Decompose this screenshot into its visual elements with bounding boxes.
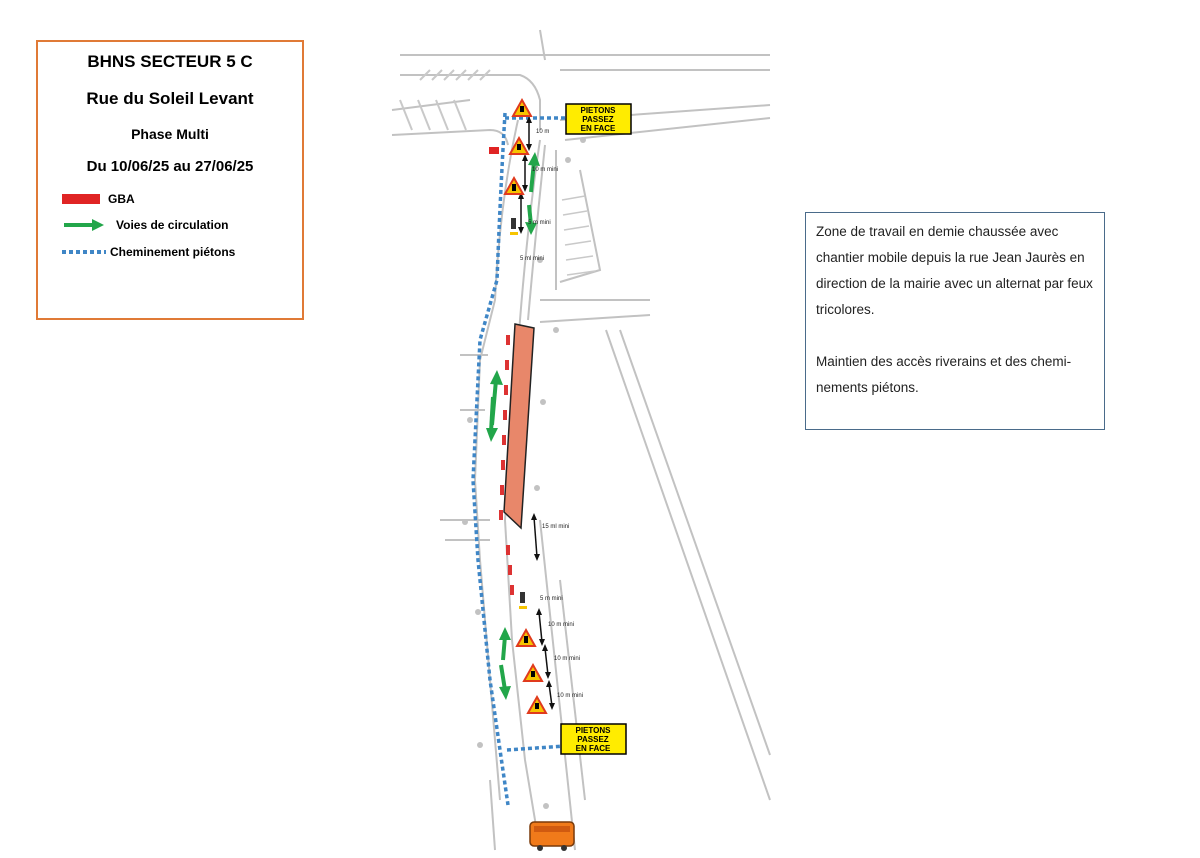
dim-label-bot-2: 10 m mini bbox=[548, 622, 575, 628]
note-paragraph-1: Zone de travail en demie chaussée avec chantier mobile depuis la rue Jean Jaurès en direction de la mairie avec un alternat par feux tricolores. bbox=[816, 224, 1093, 317]
red-vehicle-icon bbox=[489, 147, 499, 154]
dim-label-bot-3: 10 m mini bbox=[554, 656, 581, 662]
dim-label-top-4: 5 ml mini bbox=[520, 256, 545, 262]
gba-work-zone bbox=[504, 324, 534, 528]
work-truck-icon bbox=[530, 822, 574, 851]
ped-sign-top-line3: EN FACE bbox=[580, 124, 616, 133]
sector-title: BHNS SECTEUR 5 C bbox=[87, 52, 253, 71]
pedestrian-sign-top bbox=[566, 104, 631, 134]
ped-sign-top-line1: PIETONS bbox=[580, 106, 616, 115]
dim-label-bot-1: 5 m mini bbox=[540, 596, 563, 602]
traffic-light-sign-icon bbox=[517, 630, 535, 646]
roadworks-sign-icon bbox=[513, 100, 531, 116]
dim-label-top-2: 10 m mini bbox=[532, 167, 559, 173]
phase-label: Phase Multi bbox=[131, 126, 209, 142]
legend-label-traffic: Voies de circulation bbox=[116, 218, 229, 232]
parking-bays bbox=[562, 196, 595, 275]
traffic-light-icon bbox=[519, 592, 527, 609]
dim-label-mid: 15 ml mini bbox=[542, 524, 570, 530]
note-paragraph-2: Maintien des accès riverains et des chemi-nements piétons. bbox=[816, 354, 1072, 395]
narrowing-sign-icon bbox=[524, 665, 542, 681]
ped-sign-bottom-line3: EN FACE bbox=[575, 744, 611, 753]
roadworks-sign-icon bbox=[528, 697, 546, 713]
legend-label-gba: GBA bbox=[108, 192, 135, 206]
traffic-light-icon bbox=[510, 218, 518, 235]
dim-label-top-3: 5 m mini bbox=[528, 220, 551, 226]
dim-label-bot-4: 10 m mini bbox=[557, 693, 584, 699]
dim-label-top-1: 10 m bbox=[536, 129, 550, 135]
date-range: Du 10/06/25 au 27/06/25 bbox=[86, 158, 254, 175]
hatched-crossing bbox=[400, 70, 490, 130]
legend-label-pedestrian: Cheminement piétons bbox=[110, 245, 236, 259]
ped-sign-top-line2: PASSEZ bbox=[582, 115, 614, 124]
ped-sign-bottom-line2: PASSEZ bbox=[577, 735, 609, 744]
ped-sign-bottom-line1: PIETONS bbox=[575, 726, 611, 735]
pedestrian-sign-bottom bbox=[561, 724, 626, 754]
street-title: Rue du Soleil Levant bbox=[86, 89, 254, 108]
